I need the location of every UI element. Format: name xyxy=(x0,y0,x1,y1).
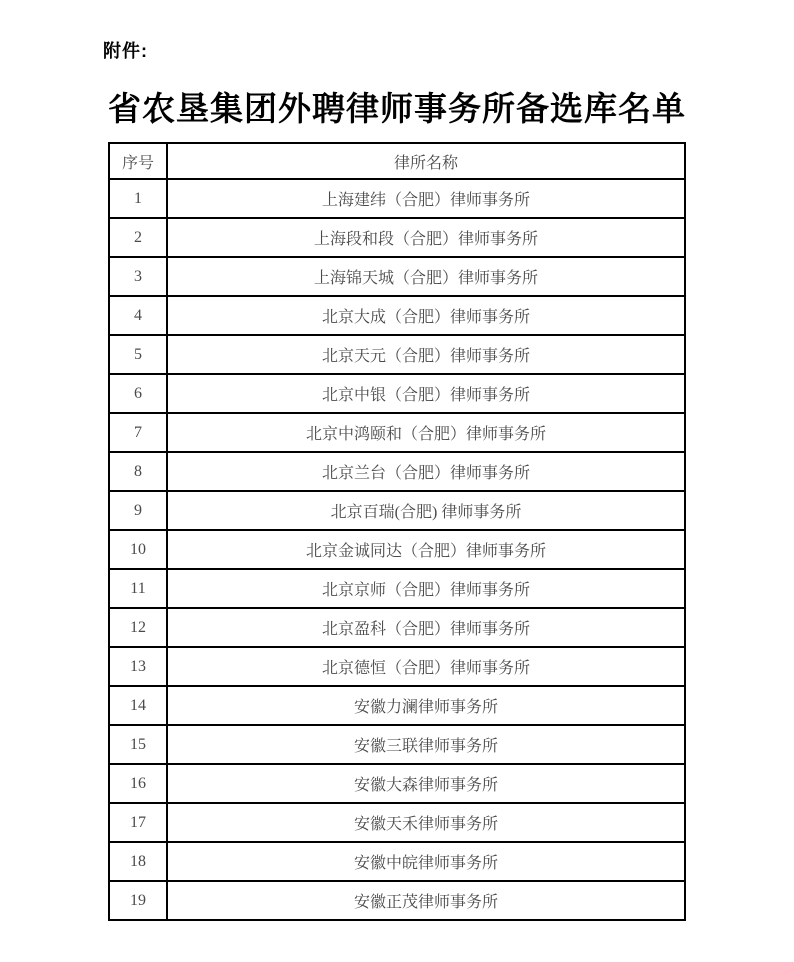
firm-name-cell: 北京大成（合肥）律师事务所 xyxy=(167,296,685,335)
firm-name-cell: 北京天元（合肥）律师事务所 xyxy=(167,335,685,374)
firm-name-cell: 北京百瑞(合肥) 律师事务所 xyxy=(167,491,685,530)
table-row xyxy=(109,179,685,218)
row-number-cell: 16 xyxy=(109,764,167,803)
firm-name-cell: 北京中鸿颐和（合肥）律师事务所 xyxy=(167,413,685,452)
firm-name-cell: 北京德恒（合肥）律师事务所 xyxy=(167,647,685,686)
row-number-cell: 15 xyxy=(109,725,167,764)
table-row xyxy=(109,608,685,647)
row-number-cell: 17 xyxy=(109,803,167,842)
row-number-cell: 9 xyxy=(109,491,167,530)
firm-name-cell: 安徽中皖律师事务所 xyxy=(167,842,685,881)
row-number-cell: 11 xyxy=(109,569,167,608)
table-row xyxy=(109,803,685,842)
firm-name-cell: 上海锦天城（合肥）律师事务所 xyxy=(167,257,685,296)
firm-name-cell: 安徽天禾律师事务所 xyxy=(167,803,685,842)
firm-name-cell: 安徽力澜律师事务所 xyxy=(167,686,685,725)
law-firm-table xyxy=(108,142,686,921)
table-row xyxy=(109,452,685,491)
header-cell-name: 律所名称 xyxy=(167,143,685,179)
firm-name-cell: 北京中银（合肥）律师事务所 xyxy=(167,374,685,413)
row-number-cell: 3 xyxy=(109,257,167,296)
row-number-cell: 4 xyxy=(109,296,167,335)
row-number-cell: 7 xyxy=(109,413,167,452)
row-number-cell: 12 xyxy=(109,608,167,647)
row-number-cell: 10 xyxy=(109,530,167,569)
firm-name-cell: 北京盈科（合肥）律师事务所 xyxy=(167,608,685,647)
table-row xyxy=(109,530,685,569)
table-header xyxy=(109,143,685,179)
firm-name-cell: 北京京师（合肥）律师事务所 xyxy=(167,569,685,608)
row-number-cell: 8 xyxy=(109,452,167,491)
attachment-label: 附件: xyxy=(103,41,148,61)
firm-name-cell: 安徽大森律师事务所 xyxy=(167,764,685,803)
table-row xyxy=(109,569,685,608)
firm-name-cell: 上海段和段（合肥）律师事务所 xyxy=(167,218,685,257)
firm-name-cell: 安徽正茂律师事务所 xyxy=(167,881,685,920)
table-row xyxy=(109,725,685,764)
table-row xyxy=(109,413,685,452)
row-number-cell: 19 xyxy=(109,881,167,920)
table-row xyxy=(109,491,685,530)
table-body xyxy=(109,179,685,920)
row-number-cell: 2 xyxy=(109,218,167,257)
page-title: 省农垦集团外聘律师事务所备选库名单 xyxy=(108,92,686,128)
row-number-cell: 1 xyxy=(109,179,167,218)
header-row xyxy=(109,143,685,179)
firm-name-cell: 安徽三联律师事务所 xyxy=(167,725,685,764)
table-row xyxy=(109,764,685,803)
row-number-cell: 14 xyxy=(109,686,167,725)
table-row xyxy=(109,686,685,725)
table-row xyxy=(109,257,685,296)
table-row xyxy=(109,881,685,920)
table-row xyxy=(109,647,685,686)
firm-name-cell: 上海建纬（合肥）律师事务所 xyxy=(167,179,685,218)
table-row xyxy=(109,335,685,374)
row-number-cell: 13 xyxy=(109,647,167,686)
header-cell-no: 序号 xyxy=(109,143,167,179)
firm-name-cell: 北京兰台（合肥）律师事务所 xyxy=(167,452,685,491)
table-row xyxy=(109,842,685,881)
table-row xyxy=(109,296,685,335)
table-row xyxy=(109,374,685,413)
table-row xyxy=(109,218,685,257)
row-number-cell: 5 xyxy=(109,335,167,374)
firm-name-cell: 北京金诚同达（合肥）律师事务所 xyxy=(167,530,685,569)
row-number-cell: 6 xyxy=(109,374,167,413)
row-number-cell: 18 xyxy=(109,842,167,881)
